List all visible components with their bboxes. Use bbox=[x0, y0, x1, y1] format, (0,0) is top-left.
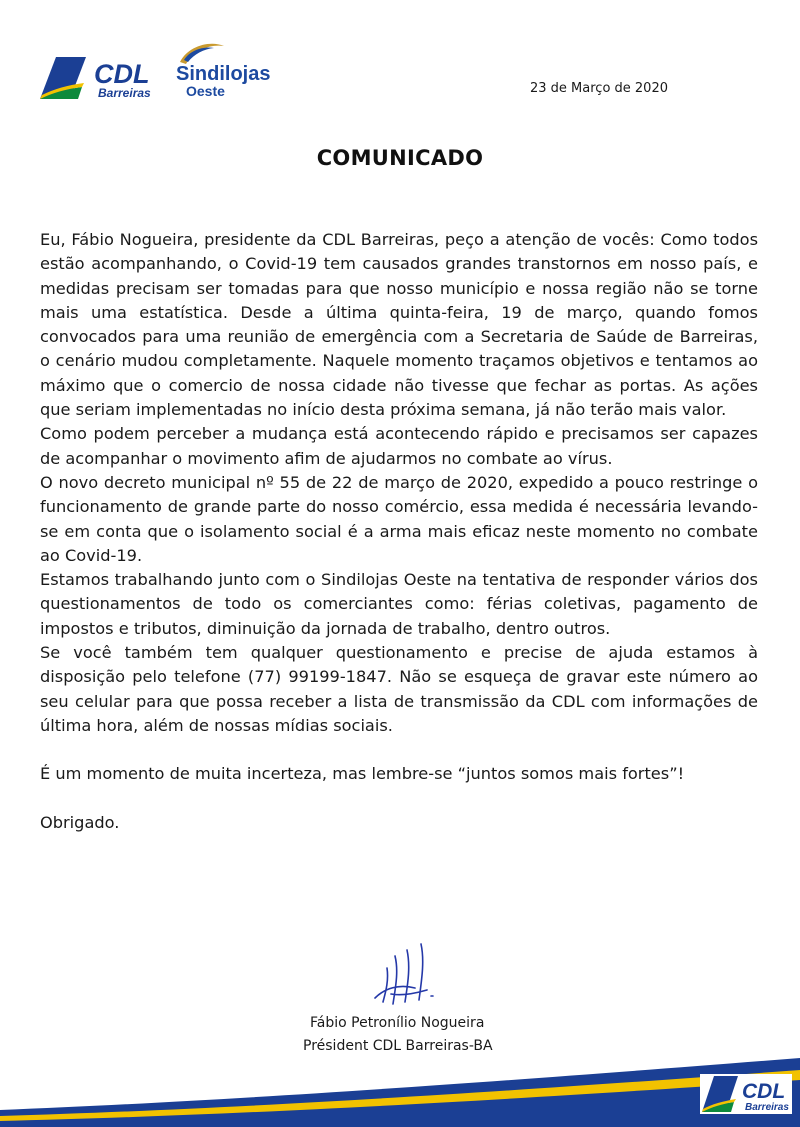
cdl-footer-logo-subtext: Barreiras bbox=[745, 1102, 789, 1113]
sindilojas-logo-text: Sindilojas bbox=[176, 63, 271, 85]
paragraph: O novo decreto municipal nº 55 de 22 de março de 2020, expedido a pouco restringe o funcionamento de grande parte do nosso comércio, essa medida é necessária levando-se em conta que o isolamento social é a arma mais eficaz neste momento no combate ao Covid-19. bbox=[40, 472, 758, 565]
document-date: 23 de Março de 2020 bbox=[530, 81, 668, 96]
cdl-logo-subtext: Barreiras bbox=[98, 86, 151, 100]
paragraph: Se você também tem qualquer questionamento e precise de ajuda estamos à disposição pelo telefone (77) 99199-1847. Não se esqueça de gravar este número ao seu celular para que possa receber a lista de transmissão da CDL com informações de última hora, além de nossas mídias sociais. bbox=[40, 643, 758, 735]
signatory-role: Président CDL Barreiras-BA bbox=[303, 1038, 493, 1054]
closing-line: É um momento de muita incerteza, mas lembre-se “juntos somos mais fortes”! bbox=[40, 764, 685, 784]
paragraph: Estamos trabalhando junto com o Sindilojas Oeste na tentativa de responder vários dos questionamentos de todo os comerciantes como: férias coletivas, pagamento de impostos e tributos, diminuição da jornada de trabalho, dentro outros. bbox=[40, 570, 758, 638]
paragraph: Como podem perceber a mudança está acontecendo rápido e precisamos ser capazes de acompanhar o movimento afim de ajudarmos no combate ao vírus. bbox=[40, 424, 758, 468]
cdl-barreiras-logo bbox=[38, 55, 158, 101]
handwritten-signature bbox=[365, 938, 445, 1010]
paragraph: Eu, Fábio Nogueira, presidente da CDL Barreiras, peço a atenção de vocês: Como todos estão acompanhando, o Covid-19 tem causados grandes transtornos em nosso país, e medidas precisam ser tomadas para que nosso município e nossa região não se torne mais uma estatística. Desde a última quinta-feira, 19 de março, quando fomos convocados para uma reunião de emergência com a Secretaria de Saúde de Barreiras, o cenário mudou completamente. Naquele momento traçamos objetivos e tentamos ao máximo que o comercio de nossa cidade não tivesse que fechar as portas. As ações que seriam implementadas no início desta próxima semana, já não terão mais valor. bbox=[40, 230, 758, 420]
footer-decorative-band bbox=[0, 1052, 800, 1127]
cdl-barreiras-footer-logo bbox=[700, 1074, 792, 1114]
cdl-footer-logo-text: CDL bbox=[742, 1080, 786, 1103]
thanks-line: Obrigado. bbox=[40, 812, 120, 832]
document-title: COMUNICADO bbox=[316, 146, 484, 170]
letter-body bbox=[40, 228, 758, 835]
sindilojas-logo-subtext: Oeste bbox=[186, 83, 225, 99]
sindilojas-oeste-logo bbox=[170, 40, 300, 102]
cdl-logo-text: CDL bbox=[94, 59, 150, 89]
signatory-name: Fábio Petronílio Nogueira bbox=[310, 1015, 485, 1031]
